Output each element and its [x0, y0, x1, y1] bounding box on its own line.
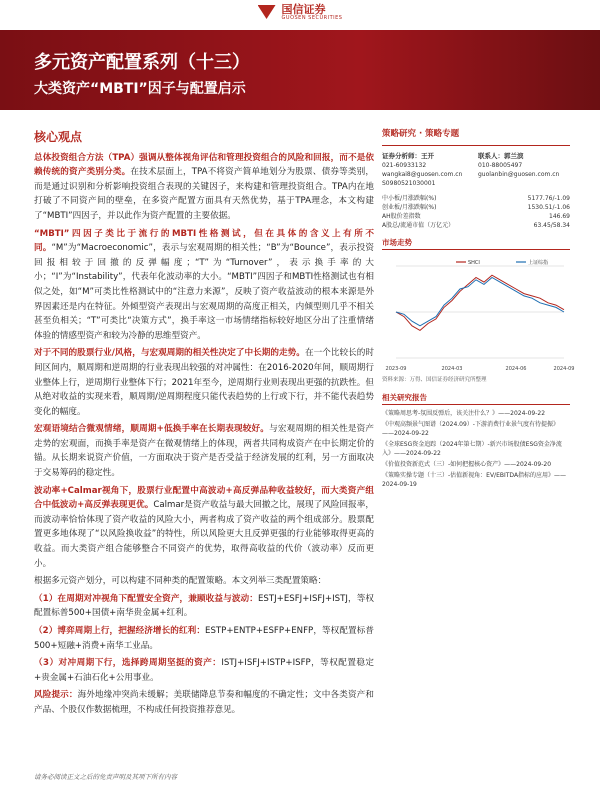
- analyst-1: [382, 152, 474, 188]
- p3-text: 在一个比较长的时间区间内，顺周期和逆周期的行业表现出较强的对冲属性：在2016-2020年间，顺周期行业整体上行，逆周期行业整体下行；2021年至今，逆周期行业则表现出更强的抗跌性。但从绝对收益的实现来看，顺周期/逆周期程度只能代表趋势的上行或下行，并不能代表趋势变化的幅度。: [34, 348, 374, 417]
- report-link[interactable]: 《价值投资新范式（三）-如何把握核心资产》——2024-09-20: [382, 461, 552, 468]
- market-trend-chart: [382, 254, 575, 374]
- p1-text: 在技术层面上，TPA不将资产简单地划分为股票、债券等类别，而是通过识别和分析影响投资组合表现的关键因子，来构建和管理投资组合。TPA内在地打破了不同资产间的壁垒，在多资产配置方面具有天然优势，基于TPA理念，本文构建了“MBTI”四因子，并以此作为资产配置的主要依据。: [34, 167, 374, 221]
- metric-value: 1530.51/-1.06: [527, 204, 570, 211]
- top-bar: [0, 0, 600, 24]
- strategy-3-text: ISTJ+ISFJ+ISTP+ISFP，等权配置稳定+贵金属+石油石化+公用事业。: [34, 658, 374, 683]
- p1-highlight: 总体投资组合方法（TPA）强调从整体视角评估和管理投资组合的风险和回报，而不是依赖传统的资产类别分类。: [34, 152, 374, 178]
- report-link[interactable]: 《策略实操专题（十三）-估值新视角：EV/EBITDA指标的应用》——2024-09-19: [382, 472, 567, 488]
- paragraph-2: [34, 227, 374, 344]
- analysts: [382, 152, 570, 188]
- strategy-2-title: （2）博弈周期上行，把握经济增长的红利：: [34, 626, 206, 636]
- x-tick-label: 2024-03: [441, 366, 463, 372]
- metric-row: [382, 203, 570, 212]
- report-title: 多元资产配置系列（十三）: [34, 52, 250, 73]
- x-tick-label: 2024-06: [505, 366, 527, 372]
- strategy-item: [34, 592, 374, 621]
- paragraph-3: [34, 346, 374, 419]
- analyst-1-name: 证券分析师：王开: [382, 152, 434, 160]
- chart-source: 资料来源：万得、国信证券经济研究所整理: [382, 377, 487, 383]
- logo-icon: [258, 5, 276, 19]
- x-tick-label: 2023-09: [385, 366, 407, 372]
- strategy-1-title: （1）在周期对冲视角下配置安全资产，兼顾收益与波动：: [34, 593, 258, 604]
- legend-label: 上证综指: [528, 260, 549, 266]
- analyst-2-phone: 010-88005497: [478, 162, 523, 169]
- metric-label: A股总/流通市值（万亿元）: [382, 222, 455, 229]
- chart-svg: [382, 254, 575, 374]
- strategy-item: [34, 656, 374, 685]
- title-banner: [0, 30, 600, 110]
- paragraph-6: 根据多元资产划分，可以构建不同种类的配置策略。本文列举三类配置策略：: [34, 576, 327, 587]
- analyst-2-name: 联系人：郭兰滨: [478, 152, 524, 160]
- p4-highlight: 宏观语境结合微观情绪，顺周期+低换手率在长期表现较好。: [34, 424, 270, 435]
- analyst-2: [478, 152, 570, 188]
- paragraph-1: [34, 151, 374, 224]
- category-label: 策略研究 · 策略专题: [382, 129, 460, 139]
- report-link[interactable]: 《全球ESG资金追踪（2024年第七期）-新兴市场股债ESG资金净流入》——2024-09-22: [382, 441, 562, 457]
- disclaimer-footer: 请务必阅读正文之后的免责声明及其项下所有内容: [34, 773, 177, 781]
- analyst-1-email[interactable]: wangkai8@guosen.com.cn: [382, 171, 463, 178]
- series-line-1: [396, 278, 564, 326]
- strategy-1-text: ESTJ+ESFJ+ISFJ+ISTJ，等权配置标普500+国债+南华贵金属+红利。: [34, 593, 375, 619]
- strategy-3-title: （3）对冲周期下行，选择跨周期坚挺的资产：: [34, 658, 222, 669]
- x-tick-label: 2024-09: [553, 366, 575, 372]
- divider: [382, 145, 570, 146]
- related-title: 相关研究报告: [382, 393, 570, 405]
- p5-text: Calmar是资产收益与最大回撤之比，展现了风险回报率，而波动率恰恰体现了资产收益的风险大小，两者构成了资产收益的两个组成部分。股票配置更多地体现了“以风险换收益”的特性，所以风险更大且反弹更强的行业能够取得更高的收益。而大类资产组合能够整合不同资产的优势，取得高收益的代价（波动率）反而更小。: [34, 500, 375, 569]
- risk-label: 风险提示：: [34, 690, 78, 701]
- strategy-item: [34, 624, 374, 653]
- section-title: 核心观点: [34, 130, 83, 144]
- series-line-0: [396, 275, 564, 330]
- metric-label: 创业板/月涨跌幅(%): [382, 204, 437, 211]
- related-reports: [382, 409, 570, 489]
- market-metrics: [382, 194, 570, 230]
- logo-cn: 国信证券: [281, 2, 326, 16]
- logo: [258, 4, 343, 21]
- paragraph-5: [34, 484, 374, 572]
- metric-row: [382, 212, 570, 221]
- chart-title: 市场走势: [382, 238, 570, 250]
- report-link[interactable]: 《中观高频景气图谱（2024.09）-下游消费行业景气度有待提振》——2024-09-22: [382, 421, 559, 437]
- metric-row: [382, 194, 570, 203]
- risk-warning: [34, 688, 374, 717]
- p2-highlight: “MBTI”四因子类比于流行的MBTI性格测试，但在具体的含义上有所不同。: [34, 228, 374, 254]
- analyst-1-id: S0980521030001: [382, 180, 436, 187]
- main-column: [34, 130, 374, 721]
- metric-label: AH股价差指数: [382, 213, 421, 220]
- strategy-2-text: ESTP+ENTP+ESFP+ENFP，等权配置标普500+短融+消费+南华工业品。: [34, 626, 375, 651]
- legend-label: SHCI: [468, 260, 480, 266]
- report-link[interactable]: 《策略周思考-氛围反弹后，该关注什么？》——2024-09-22: [382, 410, 546, 417]
- p2-text: “M”为“Macroeconomic”，表示与宏观周期的相关性；“B”为“Bounce”，表示投资回报相较于回撤的反弹幅度；“T”为“Turnover”，表示换手率的大小；“I”为“Instability”，代表年化波动率的大小。“MBTI”四因子和MBTI性格测试也有相似之处，如“M”可类比性格测试中的“注意力来源”，反映了资产收益波动的根本来源是外界因素还是内在特征。外倾型资产表现出与宏观周期的高度正相关，内倾型则几乎不相关甚至负相关；“T”可类比“决策方式”，换手率这一市场情绪指标较好地区分出了注重情绪体验的情感型资产和较为冷静的思维型资产。: [34, 243, 374, 341]
- metric-value: 63.45/58.34: [533, 222, 570, 229]
- analyst-2-email[interactable]: guolanbin@guosen.com.cn: [478, 171, 560, 178]
- metric-label: 中小板/月涨跌幅(%): [382, 195, 437, 202]
- p4-text: 与宏观周期的相关性是资产走势的宏观面，而换手率是资产在微观情绪上的体现，两者共同构成资产在中长期定价的锚。从长期来说资产价值，一方面取决于资产是否受益于经济发展的红利，另一方面取决于交易筹码的稳定性。: [34, 424, 374, 479]
- risk-text: 海外地缘冲突尚未缓解；美联储降息节奏和幅度的不确定性；文中各类资产和产品、个股仅作数据梳理，不构成任何投资推荐意见。: [34, 690, 374, 715]
- metric-value: 146.69: [549, 213, 570, 220]
- analyst-1-phone: 021-60933132: [382, 162, 427, 169]
- p3-highlight: 对于不同的股票行业/风格，与宏观周期的相关性决定了中长期的走势。: [34, 348, 305, 359]
- metric-value: 5177.76/-1.09: [527, 195, 570, 202]
- metric-row: [382, 221, 570, 230]
- paragraph-4: [34, 422, 374, 480]
- p5-highlight: 波动率+Calmar视角下，股票行业配置中高波动+高反弹品种收益较好，而大类资产组合中低波动+高反弹表现更优。: [34, 485, 374, 511]
- logo-en: GUOSEN SECURITIES: [281, 14, 343, 21]
- side-column: [382, 129, 575, 491]
- report-subtitle: 大类资产“MBTI”因子与配置启示: [34, 81, 246, 97]
